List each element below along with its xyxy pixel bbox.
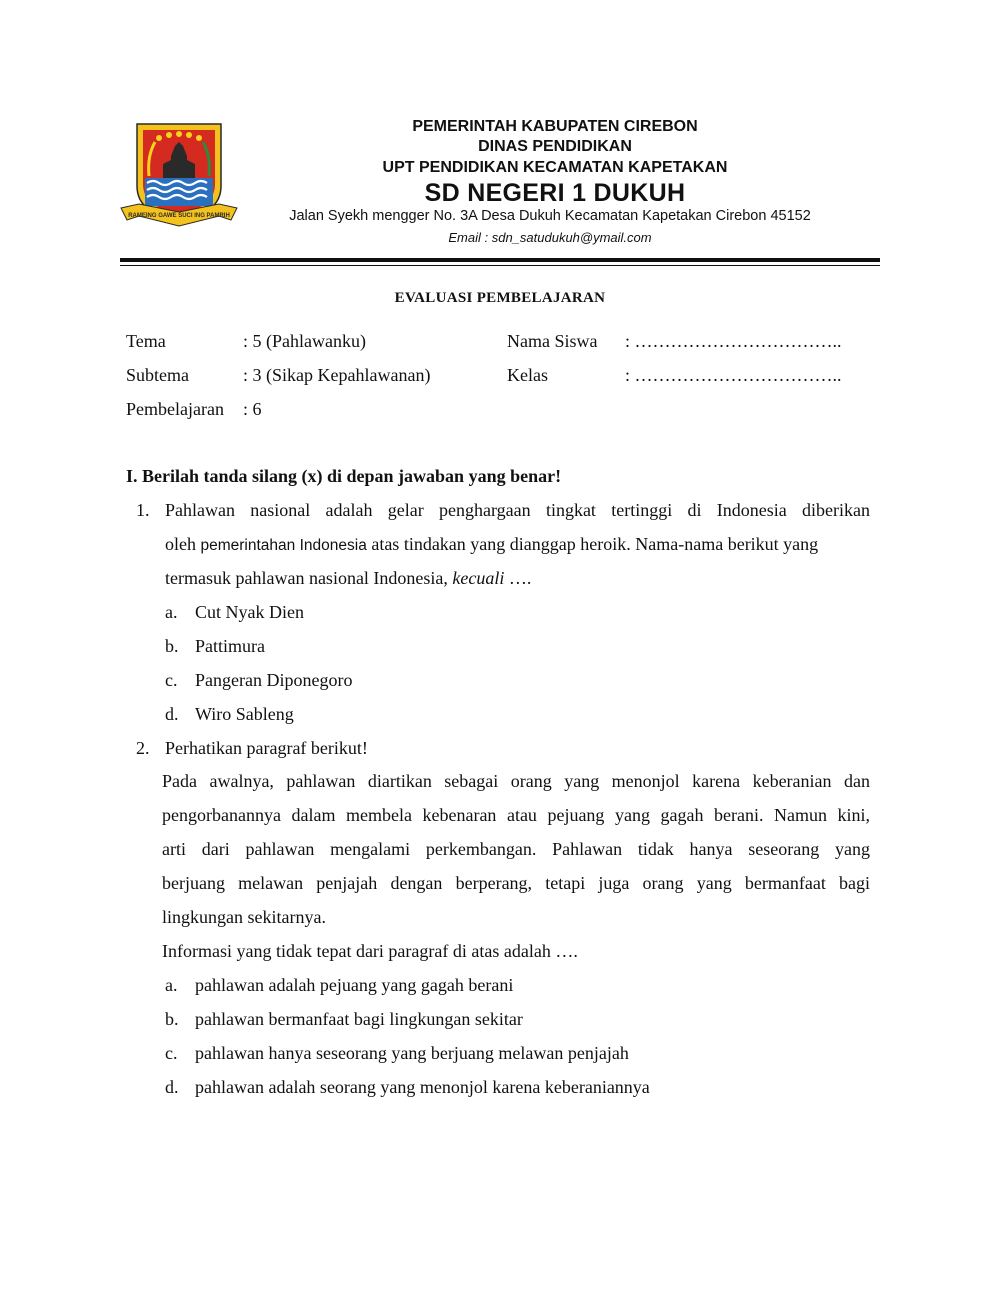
q2-option-c[interactable]: pahlawan hanya seseorang yang berjuang melawan penjajah — [195, 1043, 629, 1063]
nama-siswa-label: Nama Siswa — [507, 331, 598, 351]
question-1-number: 1. — [136, 500, 150, 520]
question-2-intro: Perhatikan paragraf berikut! — [165, 738, 368, 758]
q2-option-c-letter[interactable]: c. — [165, 1043, 178, 1063]
school-email: Email : sdn_satudukuh@ymail.com — [448, 230, 652, 245]
header-government: PEMERINTAH KABUPATEN CIREBON — [412, 118, 698, 135]
question-2-prompt: Informasi yang tidak tepat dari paragraf di atas adalah …. — [162, 941, 578, 961]
page-title: EVALUASI PEMBELAJARAN — [394, 290, 606, 306]
q1-option-d-letter[interactable]: d. — [165, 704, 179, 724]
q2-paragraph-line-2: pengorbanannya dalam membela kebenaran atau pejuang yang gagah berani. Namun kini, — [162, 805, 870, 825]
tema-value: : 5 (Pahlawanku) — [243, 331, 366, 351]
q1-option-a-letter[interactable]: a. — [165, 602, 178, 622]
nama-siswa-field[interactable]: : …………………………….. — [625, 331, 842, 351]
question-1-line-2: oleh pemerintahan Indonesia atas tindakan yang dianggap heroik. Nama-nama berikut yang — [165, 534, 819, 554]
q1-option-d[interactable]: Wiro Sableng — [195, 704, 294, 724]
kelas-field[interactable]: : …………………………….. — [625, 365, 842, 385]
q2-option-b[interactable]: pahlawan bermanfaat bagi lingkungan sekitar — [195, 1009, 523, 1029]
q2-option-a-letter[interactable]: a. — [165, 975, 178, 995]
emblem-motto: RAMEING GAWE SUCI ING PAMRIH — [128, 213, 230, 219]
q1-option-a[interactable]: Cut Nyak Dien — [195, 602, 304, 622]
subtema-value: : 3 (Sikap Kepahlawanan) — [243, 365, 431, 385]
q2-paragraph-line-4: berjuang melawan penjajah dengan berperang, tetapi juga orang yang bermanfaat bagi — [162, 873, 870, 893]
q1-option-c[interactable]: Pangeran Diponegoro — [195, 670, 353, 690]
pembelajaran-value: : 6 — [243, 399, 262, 419]
question-1-line-1: Pahlawan nasional adalah gelar penghargaan tingkat tertinggi di Indonesia diberikan — [165, 500, 870, 520]
question-2-number: 2. — [136, 738, 150, 758]
q2-paragraph-line-3: arti dari pahlawan mengalami perkembangan. Pahlawan tidak hanya seseorang yang — [162, 839, 870, 859]
q2-paragraph-line-5: lingkungan sekitarnya. — [162, 907, 326, 927]
question-1-line-3: termasuk pahlawan nasional Indonesia, kecuali …. — [165, 568, 532, 588]
header-upt: UPT PENDIDIKAN KECAMATAN KAPETAKAN — [382, 159, 728, 176]
header-divider-thick — [120, 258, 880, 262]
q2-option-d[interactable]: pahlawan adalah seorang yang menonjol karena keberaniannya — [195, 1077, 650, 1097]
tema-label: Tema — [126, 331, 166, 351]
kabupaten-cirebon-emblem-icon — [119, 116, 239, 234]
header-department: DINAS PENDIDIKAN — [478, 138, 632, 155]
q2-paragraph-line-1: Pada awalnya, pahlawan diartikan sebagai orang yang menonjol karena keberanian dan — [162, 771, 870, 791]
subtema-label: Subtema — [126, 365, 189, 385]
school-address: Jalan Syekh mengger No. 3A Desa Dukuh Kecamatan Kapetakan Cirebon 45152 — [289, 208, 811, 224]
q2-option-a[interactable]: pahlawan adalah pejuang yang gagah berani — [195, 975, 514, 995]
section-heading: I. Berilah tanda silang (x) di depan jawaban yang benar! — [126, 466, 562, 486]
pembelajaran-label: Pembelajaran — [126, 399, 224, 419]
q2-option-b-letter[interactable]: b. — [165, 1009, 179, 1029]
q1-option-c-letter[interactable]: c. — [165, 670, 178, 690]
q2-option-d-letter[interactable]: d. — [165, 1077, 179, 1097]
school-name: SD NEGERI 1 DUKUH — [424, 179, 686, 207]
q1-option-b[interactable]: Pattimura — [195, 636, 265, 656]
header-divider-thin — [120, 265, 880, 266]
q1-option-b-letter[interactable]: b. — [165, 636, 179, 656]
kelas-label: Kelas — [507, 365, 548, 385]
